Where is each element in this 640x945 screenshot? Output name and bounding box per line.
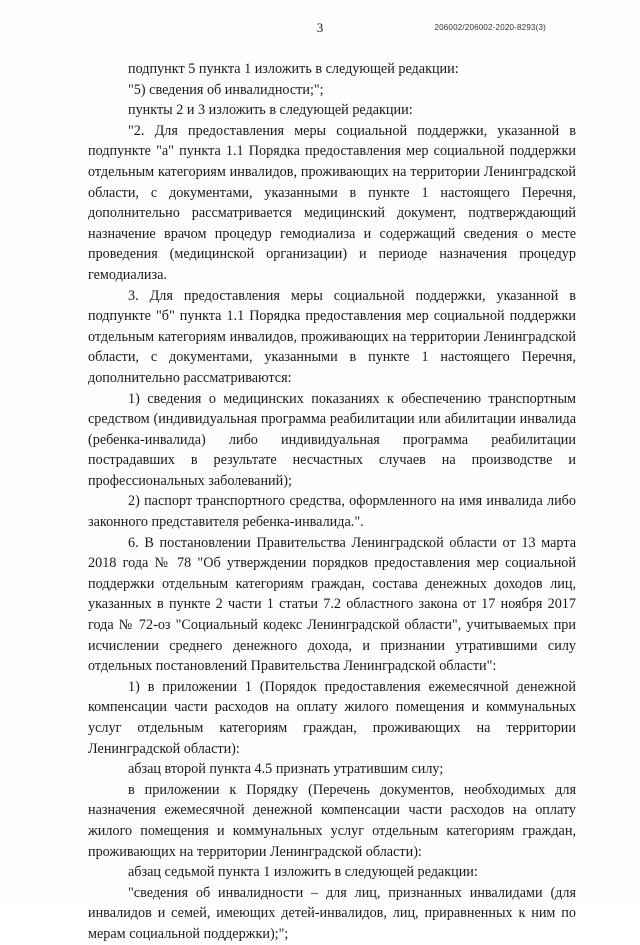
paragraph: 1) в приложении 1 (Порядок предоставления ежемесячной денежной компенсации части расходов на оплату жилого помещения и коммунальных услуг отдельным категориям граждан, проживающих на территории Ленинградской области): [88,678,576,757]
paragraph: абзац второй пункта 4.5 признать утратившим силу; [128,761,444,778]
paragraph: 1) сведения о медицинских показаниях к обеспечению транспортным средством (индивидуальная программа реабилитации или абилитации инвалида (ребенка-инвалида) либо индивидуальная программа реабилитации пострадавших в результате несчастных случаев на производстве и профессиональных заболеваний); [88,390,576,489]
paragraph: абзац седьмой пункта 1 изложить в следующей редакции: [128,864,478,881]
paragraph: 6. В постановлении Правительства Ленинградской области от 13 марта 2018 года № 78 "Об утверждении порядков предоставления мер социальной поддержки отдельным категориям граждан, состава денежных доходов лиц, указанных в пункте 2 части 1 статьи 7.2 областного закона от 17 ноября 2017 года № 72-оз "Социальный кодекс Ленинградской области", учитываемых при исчислении среднего денежного дохода, и признании утратившими силу отдельных постановлений Правительства Ленинградской области": [88,534,576,675]
paragraph: подпункт 5 пункта 1 изложить в следующей редакции: [128,61,459,77]
paragraph: в приложении к Порядку (Перечень документов, необходимых для назначения ежемесячной денежной компенсации части расходов на оплату жилого помещения и коммунальных услуг отдельным категориям граждан, проживающих на территории Ленинградской области): [88,781,576,860]
document-body [88,59,576,945]
paragraph: "сведения об инвалидности – для лиц, признанных инвалидами (для инвалидов и семей, имеющих детей-инвалидов, лиц, приравненных к ним по мерам социальной поддержки);"; [88,884,576,942]
paragraph: 2) паспорт транспортного средства, оформленного на имя инвалида либо законного представителя ребенка-инвалида.". [88,493,576,531]
page-number: 3 [316,20,324,35]
paragraph: "2. Для предоставления меры социальной поддержки, указанной в подпункте "а" пункта 1.1 Порядка предоставления мер социальной поддержки отдельным категориям инвалидов, проживающих на территории Ленинградской области, с документами, указанными в пункте 1 настоящего Перечня, дополнительно рассматривается медицинский документ, подтверждающий назначение врачом процедур гемодиализа и содержащий сведения о месте проведения (медицинской организации) и периоде назначения процедур гемодиализа. [88,122,576,283]
document-id: 206002/206002-2020-8293(3) [434,23,546,32]
paragraph: пункты 2 и 3 изложить в следующей редакции: [128,102,413,119]
paragraph: 3. Для предоставления меры социальной поддержки, указанной в подпункте "б" пункта 1.1 Порядка предоставления мер социальной поддержки отдельным категориям инвалидов, проживающих на территории Ленинградской области, с документами, указанными в пункте 1 настоящего Перечня, дополнительно рассматриваются: [88,287,576,386]
paragraph: "5) сведения об инвалидности;"; [128,81,324,98]
